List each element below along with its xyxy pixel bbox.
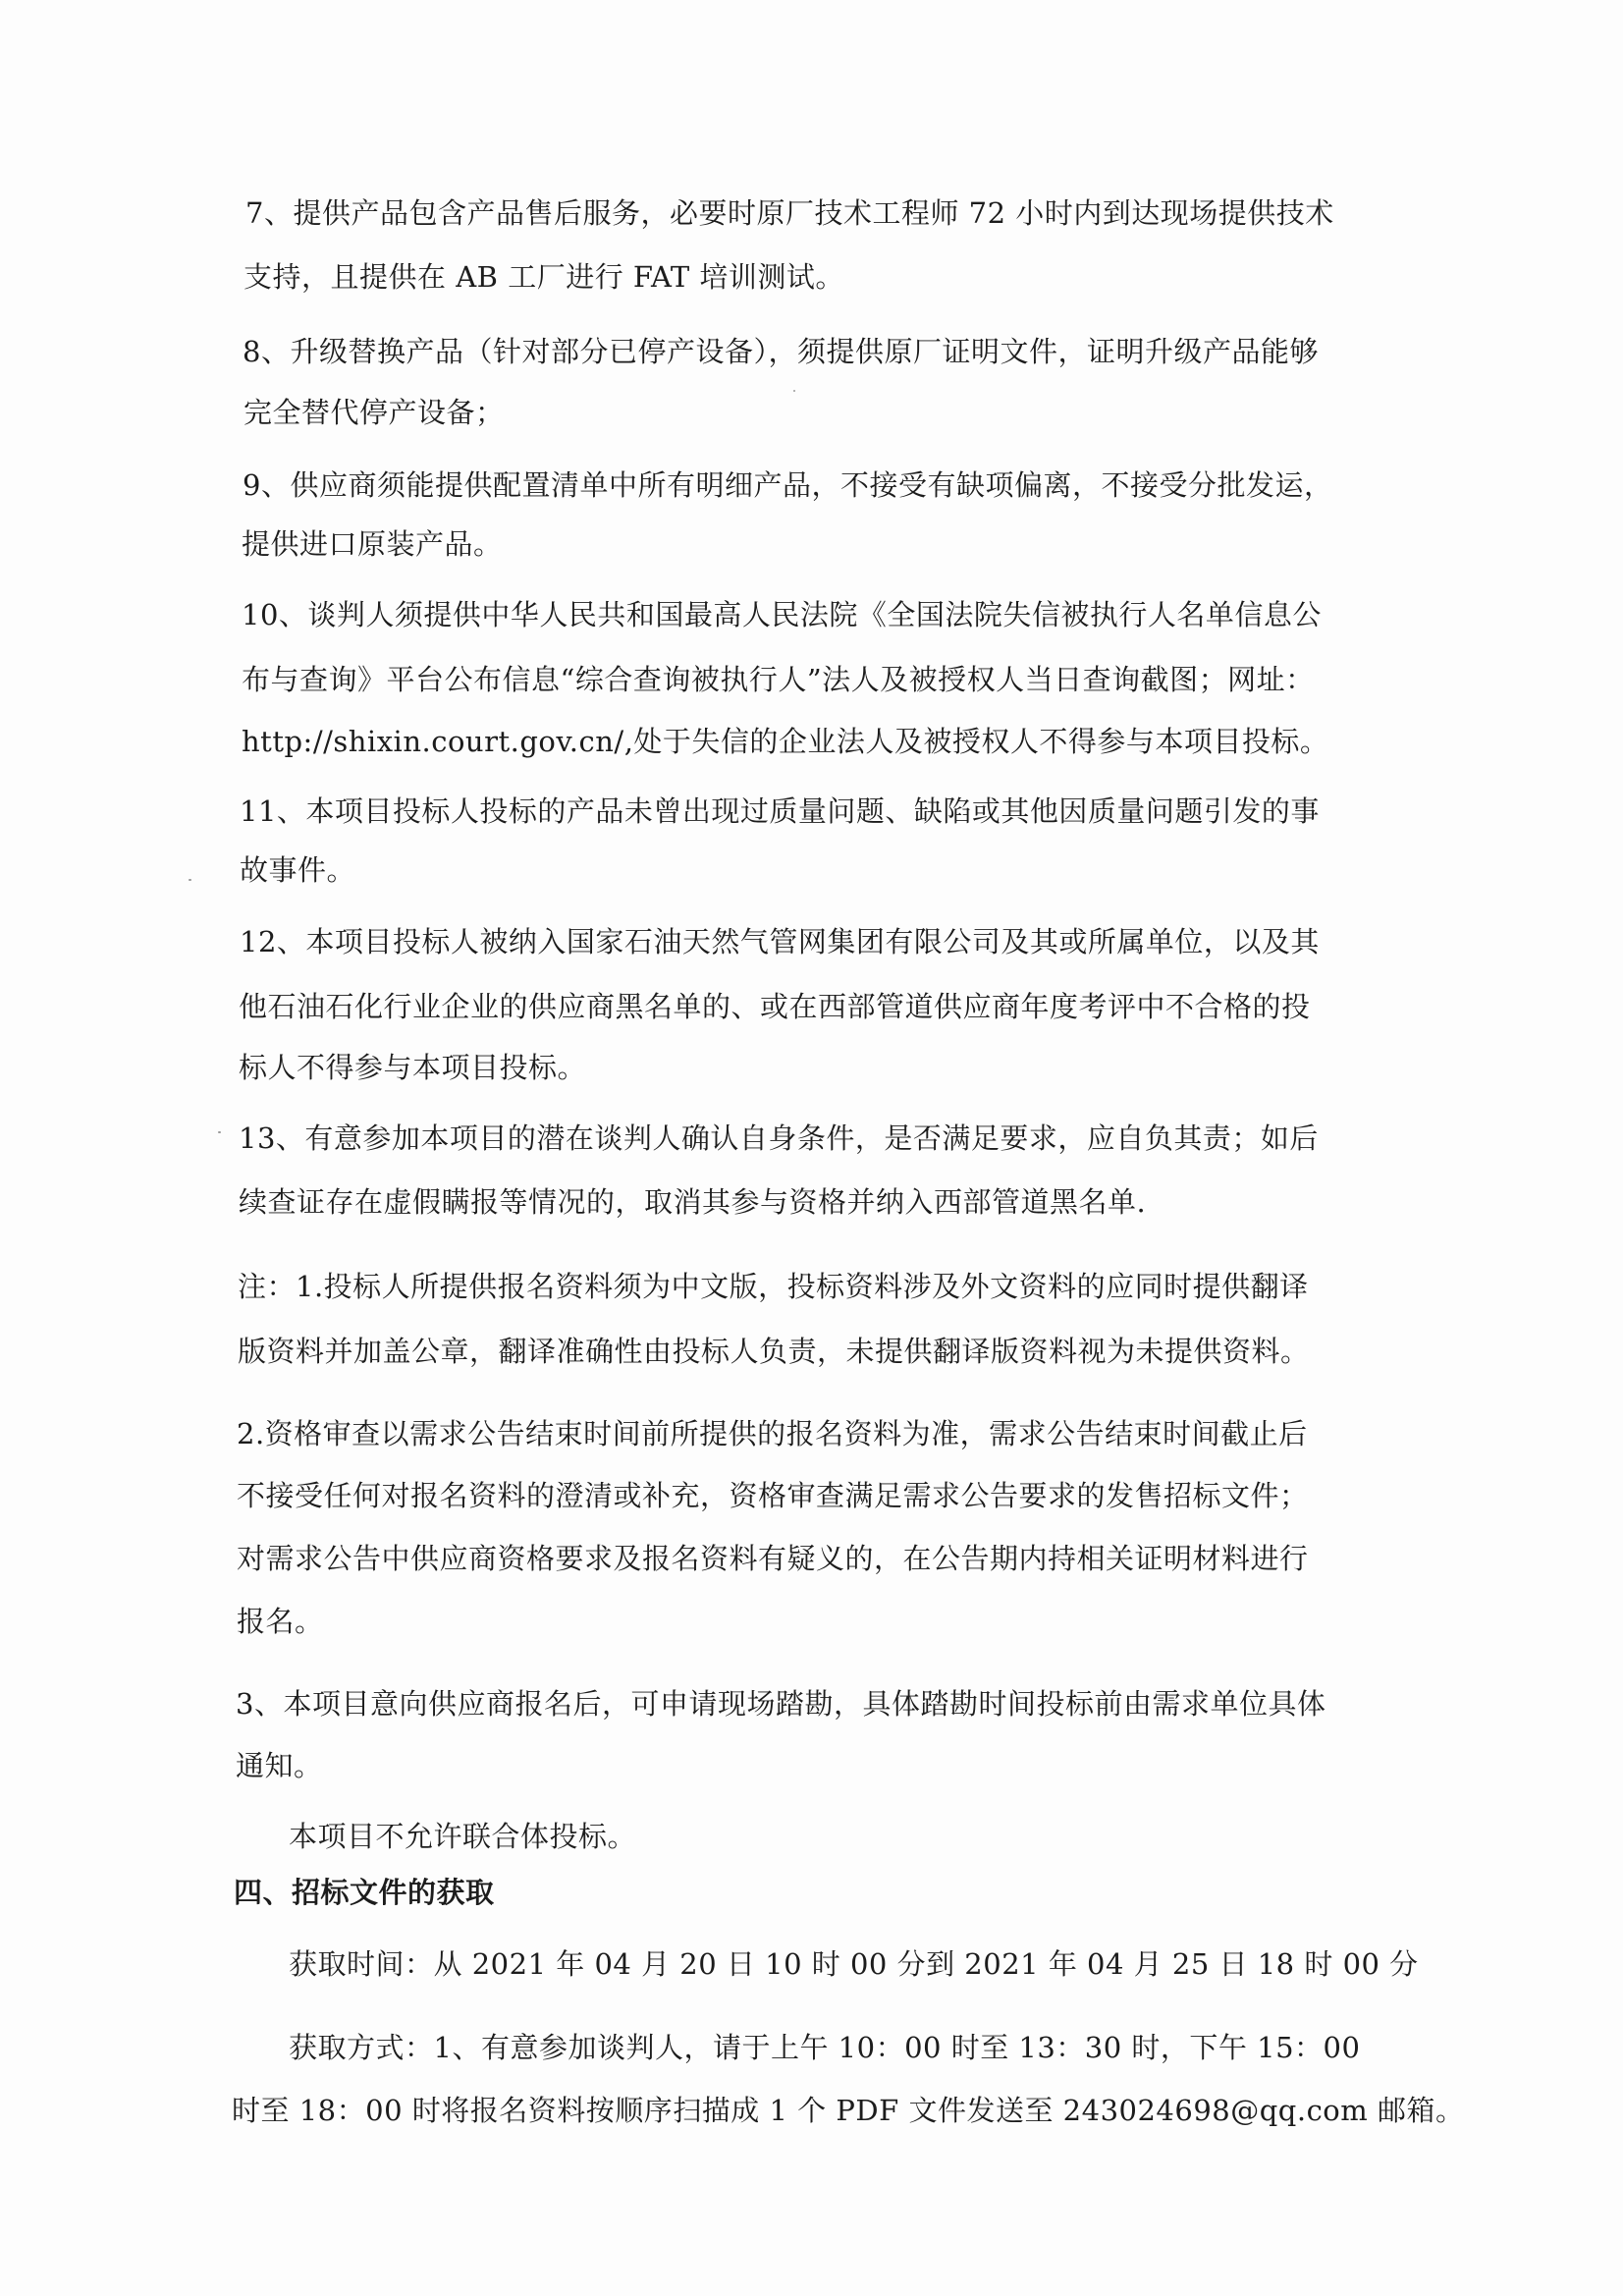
note-3-line-1: 3、本项目意向供应商报名后，可申请现场踏勘，具体踏勘时间投标前由需求单位具体 (236, 1687, 1326, 1721)
item-11-line-2: 故事件。 (240, 853, 356, 887)
item-9-line-2: 提供进口原装产品。 (242, 527, 503, 561)
scan-speck (189, 879, 191, 881)
note-1-line-2: 版资料并加盖公章，翻译准确性由投标人负责，未提供翻译版资料视为未提供资料。 (238, 1335, 1310, 1368)
note-2-line-1: 2.资格审查以需求公告结束时间前所提供的报名资料为准，需求公告结束时间截止后 (237, 1417, 1308, 1450)
scan-speck (218, 1131, 221, 1133)
item-10-line-1: 10、谈判人须提供中华人民共和国最高人民法院《全国法院失信被执行人名单信息公 (242, 598, 1322, 631)
note-2-line-4: 报名。 (237, 1605, 324, 1638)
note-1-line-1: 注：1.投标人所提供报名资料须为中文版，投标资料涉及外文资料的应同时提供翻译 (238, 1270, 1309, 1303)
item-7-line-2: 支持，且提供在 AB 工厂进行 FAT 培训测试。 (243, 260, 844, 294)
item-9-line-1: 9、供应商须能提供配置清单中所有明细产品，不接受有缺项偏离，不接受分批发运， (243, 468, 1333, 502)
item-13-line-1: 13、有意参加本项目的潜在谈判人确认自身条件，是否满足要求，应自负其责；如后 (239, 1121, 1319, 1155)
item-10-line-2: 布与查询》平台公布信息“综合查询被执行人”法人及被授权人当日查询截图；网址： (242, 663, 1315, 696)
item-11-line-1: 11、本项目投标人投标的产品未曾出现过质量问题、缺陷或其他因质量问题引发的事 (240, 794, 1320, 828)
note-2-line-2: 不接受任何对报名资料的澄清或补充，资格审查满足需求公告要求的发售招标文件； (237, 1479, 1309, 1512)
note-2-line-3: 对需求公告中供应商资格要求及报名资料有疑义的，在公告期内持相关证明材料进行 (237, 1542, 1309, 1575)
item-10-line-3: http://shixin.court.gov.cn/,处于失信的企业法人及被授权人不得参与本项目投标。 (242, 725, 1329, 758)
acquisition-method-line-2: 时至 18：00 时将报名资料按顺序扫描成 1 个 PDF 文件发送至 243024698@qq.com 邮箱。 (232, 2094, 1465, 2127)
scan-speck (793, 390, 795, 392)
no-consortium-statement: 本项目不允许联合体投标。 (289, 1820, 637, 1853)
note-3-line-2: 通知。 (236, 1749, 323, 1782)
item-12-line-1: 12、本项目投标人被纳入国家石油天然气管网集团有限公司及其或所属单位，以及其 (240, 925, 1320, 958)
section-4-heading: 四、招标文件的获取 (234, 1876, 495, 1909)
item-12-line-2: 他石油石化行业企业的供应商黑名单的、或在西部管道供应商年度考评中不合格的投 (239, 990, 1311, 1023)
item-13-line-2: 续查证存在虚假瞒报等情况的，取消其参与资格并纳入西部管道黑名单. (239, 1185, 1147, 1219)
acquisition-time: 获取时间：从 2021 年 04 月 20 日 10 时 00 分到 2021 年 04 月 25 日 18 时 00 分 (289, 1947, 1419, 1981)
item-7-line-1: 7、提供产品包含产品售后服务，必要时原厂技术工程师 72 小时内到达现场提供技术 (245, 196, 1334, 230)
item-12-line-3: 标人不得参与本项目投标。 (239, 1051, 587, 1084)
acquisition-method-line-1: 获取方式：1、有意参加谈判人，请于上午 10：00 时至 13：30 时，下午 15：00 (289, 2031, 1361, 2064)
item-8-line-1: 8、升级替换产品（针对部分已停产设备），须提供原厂证明文件，证明升级产品能够 (243, 335, 1319, 368)
item-8-line-2: 完全替代停产设备； (243, 396, 505, 429)
